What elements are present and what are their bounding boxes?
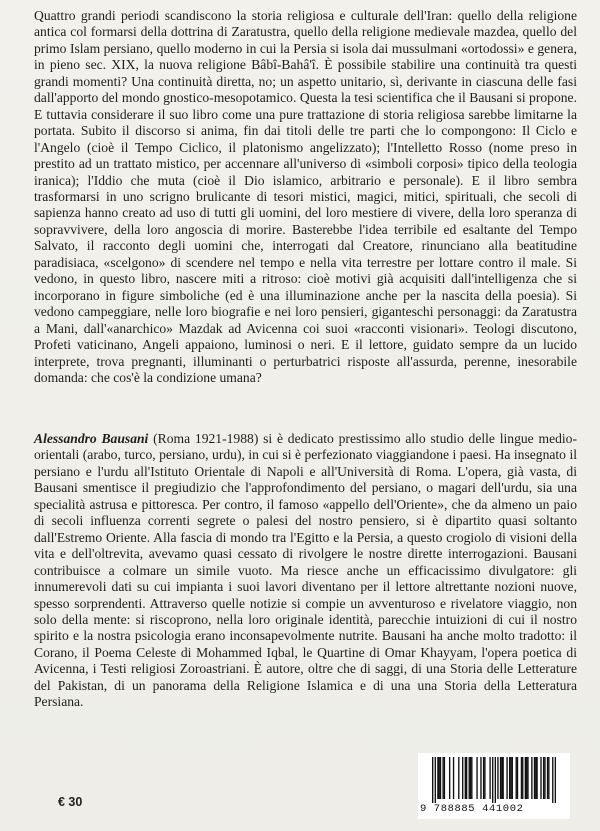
barcode-bar bbox=[471, 757, 472, 799]
barcode-bar bbox=[501, 757, 502, 799]
barcode-bar bbox=[435, 757, 436, 803]
barcode-bar bbox=[492, 757, 493, 803]
barcode-bars bbox=[432, 757, 556, 803]
barcode-bar bbox=[432, 757, 433, 803]
barcode-bar bbox=[449, 757, 450, 799]
barcode-bar bbox=[548, 757, 549, 799]
barcode-bar bbox=[466, 757, 467, 799]
barcode-bar bbox=[531, 757, 532, 799]
author-biography-text: (Roma 1921-1988) si è dedicato prestissimo allo studio delle lingue medio-orientali (arabo, turco, persiano, urdu), in cui si è perfezionato viaggiandone i paesi. Ha insegnato il persiano e l'urdu all'Istituto Orientale di Napoli e all'Università di Roma. L'opera, già vasta, di Bausani smentisce il pregiudizio che l'approfondimento del persiano, o magari dell'urdu, sia una specialità astrusa e pittoresca. Per contro, il famoso «appello dell'Oriente», che da almeno un paio di secoli influenza correnti segrete o palesi del nostro pensiero, si è dipartito quasi soltanto dall'Estremo Oriente. Alla fascia di mondo tra l'Egitto e la Persia, a questo crogiolo di visioni della vita e dell'oltrevita, avevamo quasi cessato di rivolgere le nostre dirette interrogazioni. Bausani contribuisce a colmare un simile vuoto. Ma riesce anche un efficacissimo divulgatore: gli innumerevoli dati su cui impianta i suoi lavori diventano per il lettore altrettante nozioni nuove, spesso sorprendenti. Attraverso quelle notizie si compie un avventuroso e rivelatore viaggio, non solo della mente: si riscoprono, nella loro originale identità, parecchie intuizioni di cui il nostro spirito e la nostra psicologia erano inconsapevolmente nutrite. Bausani ha anche molto tradotto: il Corano, il Poema Celeste di Mohammed Iqbal, le Quartine di Omar Khayyam, l'opera poetica di Avicenna, i Testi religiosi Zoroastriani. È autore, oltre che di saggi, di una Storia delle Letterature del Pakistan, di un panorama della Religione Islamica e di una una Storia della Letteratura Persiana. bbox=[34, 431, 577, 710]
book-description-paragraph: Quattro grandi periodi scandiscono la storia religiosa e culturale dell'Iran: quello della religione antica col formarsi della dottrina di Zaratustra, quello della religione medievale mazdea, quello del primo Islam persiano, quello moderno in cui la Persia si isola dai mussulmani «ortodossi» e genera, in pieno sec. XIX, la nuova religione Bâbî-Bahâ'î. È possibile stabilire una continuità tra questi grandi momenti? Una continuità diretta, no; un aspetto unitario, sì, derivante in ciascuna delle fasi dall'apporto del mondo gnostico-mesopotamico. Questa la tesi scientifica che il Bausani si propone. E tuttavia considerare il suo libro come una pure trattazione di storia religiosa sarebbe limitarne la portata. Subito il discorso si anima, fin dai titoli delle tre parti che lo compongono: Il Ciclo e l'Angelo (cioè il Tempo Ciclico, il platonismo angelizzato); l'Intelletto Rosso (nome preso in prestito ad un trattato mistico, per accennare all'universo di «simboli corposi» tipico della teologia iranica); l'Iddio che muta (cioè il Dio islamico, arbitrario e personale). E il libro sembra trasformarsi in uno scrigno brulicante di tesori mistici, magici, mitici, spirituali, che secoli di sapienza hanno creato ad uso di tutti gli uomini, del loro mestiere di vivere, della loro speranza di sopravvivere, della loro angoscia di morire. Basterebbe l'idea terribile ed esaltante del Tempo Salvato, il racconto degli uomini che, interrogati dal Creatore, rinunciano alla beatitudine paradisiaca, «scelgono» di scendere nel tempo e nella vita terrestre per lottare contro il male. Si vedono, in questo libro, nascere miti a ritroso: cioè motivi già acquisiti dall'intelligenza che si incorporano in figure simboliche (ed è una illuminazione anche per la nascita della poesia). Si vedono campeggiare, nelle loro biografie e nei loro pensieri, giganteschi personaggi: da Zaratustra a Mani, dall'«anarchico» Mazdak ad Avicenna coi suoi «racconti visionari». Teologi discutono, Profeti vaticinano, Angeli appaiono, luminosi o neri. E il lettore, guidato sempre da un lucido interprete, trova pregnanti, illuminanti o perturbatrici risposte all'assurda, perenne, inesorabile domanda: che cos'è la condizione umana? bbox=[34, 8, 577, 385]
barcode-bar bbox=[480, 757, 481, 799]
barcode-bar bbox=[527, 757, 528, 799]
author-biography-paragraph bbox=[34, 431, 577, 711]
barcode-bar bbox=[489, 757, 490, 799]
price-label: € 30 bbox=[58, 795, 83, 809]
barcode-bar bbox=[534, 757, 535, 799]
barcode-bar bbox=[442, 757, 443, 799]
barcode-bar bbox=[458, 757, 459, 799]
barcode-bar bbox=[469, 757, 470, 799]
barcode-bar bbox=[439, 757, 440, 799]
barcode-bar bbox=[509, 757, 510, 799]
barcode-bar bbox=[526, 757, 527, 799]
barcode-bar bbox=[543, 757, 544, 799]
barcode-bar bbox=[470, 757, 471, 799]
barcode-bar bbox=[536, 757, 537, 799]
barcode-bar bbox=[512, 757, 513, 799]
barcode-bar bbox=[552, 757, 553, 803]
barcode-bar bbox=[495, 757, 496, 803]
barcode-bar bbox=[517, 757, 518, 799]
barcode-bar bbox=[516, 757, 517, 799]
barcode-bar bbox=[440, 757, 441, 799]
barcode-bar bbox=[521, 757, 522, 799]
barcode-bar bbox=[540, 757, 541, 799]
barcode-bar bbox=[555, 757, 556, 803]
isbn-barcode bbox=[418, 753, 570, 819]
barcode-bar bbox=[547, 757, 548, 799]
barcode-bar bbox=[506, 757, 507, 799]
barcode-bar bbox=[453, 757, 454, 799]
barcode-bar bbox=[444, 757, 445, 799]
barcode-bar bbox=[497, 757, 498, 799]
barcode-bar bbox=[535, 757, 536, 799]
barcode-bar bbox=[465, 757, 466, 799]
barcode-bar bbox=[500, 757, 501, 799]
barcode-bar bbox=[522, 757, 523, 799]
barcode-bar bbox=[525, 757, 526, 799]
isbn-number: 9 788885 441002 bbox=[420, 803, 524, 815]
barcode-bar bbox=[502, 757, 503, 799]
barcode-bar bbox=[437, 757, 438, 799]
barcode-bar bbox=[476, 757, 477, 799]
barcode-bar bbox=[544, 757, 545, 799]
barcode-bar bbox=[483, 757, 484, 799]
author-name: Alessandro Bausani bbox=[34, 431, 149, 446]
barcode-bar bbox=[462, 757, 463, 799]
barcode-bar bbox=[484, 757, 485, 799]
barcode-bar bbox=[510, 757, 511, 799]
